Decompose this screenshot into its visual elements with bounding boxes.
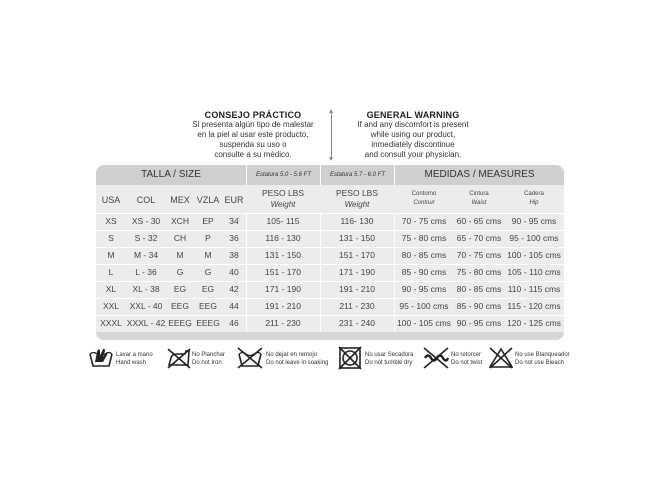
care-label-es: No dejar en remojo <box>266 352 318 358</box>
care-label-es: No Planchar <box>192 352 226 358</box>
cell-usa: L <box>108 267 114 277</box>
care-no-bleach <box>488 346 578 376</box>
waist-label-en: Waist <box>471 200 487 206</box>
care-no-tumble-dry <box>338 346 422 376</box>
cell-hip: 120 - 125 cms <box>507 318 561 328</box>
cell-vzla: EEG <box>199 301 217 311</box>
care-label-en: Do not Iron <box>192 360 222 366</box>
table-column-headers <box>96 185 564 213</box>
cell-mex: G <box>176 267 184 277</box>
cell-weight-2: 171 - 190 <box>339 267 375 277</box>
weight-label-en: Weight <box>270 200 296 209</box>
cell-col: XL - 38 <box>132 284 160 294</box>
cell-mex: M <box>176 250 184 260</box>
hand-wash-icon <box>88 346 114 370</box>
cell-waist: 75 - 80 cms <box>456 267 502 277</box>
warning-english <box>338 110 488 160</box>
cell-waist: 90 - 95 cms <box>456 318 502 328</box>
care-label-en: Do not leave in soaking <box>266 360 329 366</box>
warning-line: while using our product, <box>370 130 456 139</box>
cell-mex: EEEG <box>168 318 192 328</box>
cell-col: M - 34 <box>133 250 159 260</box>
care-no-soak <box>236 346 336 376</box>
warning-line: and consult your physician. <box>364 150 462 159</box>
cell-contour: 80 - 85 cms <box>401 250 447 260</box>
cell-waist: 80 - 85 cms <box>456 284 502 294</box>
cell-col: XXXL - 42 <box>126 318 166 328</box>
cell-eur: 46 <box>229 318 239 328</box>
col-header-weight-2 <box>320 188 394 210</box>
cell-waist: 85 - 90 cms <box>456 301 502 311</box>
cell-weight-1: 131 - 150 <box>265 250 301 260</box>
header-medidas-measures: MEDIDAS / MEASURES <box>424 169 535 180</box>
cell-weight-2: 191 - 210 <box>339 284 375 294</box>
cell-eur: 36 <box>229 233 239 243</box>
warning-line: consulte a su médico. <box>214 150 292 159</box>
cell-weight-1: 151 - 170 <box>265 267 301 277</box>
table-row <box>96 213 564 230</box>
warning-title-en: GENERAL WARNING <box>366 110 460 120</box>
care-hand-wash <box>88 346 166 376</box>
cell-weight-2: 231 - 240 <box>339 318 375 328</box>
cell-eur: 38 <box>229 250 239 260</box>
cell-contour: 95 - 100 cms <box>399 301 449 311</box>
cell-vzla: G <box>204 267 212 277</box>
care-label-en: Do not twist <box>451 360 483 366</box>
cell-hip: 105 - 110 cms <box>507 267 561 277</box>
cell-weight-2: 211 - 230 <box>339 301 375 311</box>
no-bleach-icon <box>488 346 514 370</box>
cell-weight-1: 191 - 210 <box>265 301 301 311</box>
no-tumble-dry-icon <box>338 346 362 370</box>
table-row <box>96 315 564 332</box>
care-label-en: Do not use Bleach <box>515 360 565 366</box>
cell-weight-2: 131 - 150 <box>339 233 375 243</box>
cell-col: L - 36 <box>135 267 157 277</box>
cell-weight-2: 116- 130 <box>340 216 374 226</box>
cell-usa: XXXL <box>100 318 122 328</box>
weight-label: PESO LBS <box>261 188 305 198</box>
cell-mex: XCH <box>171 216 189 226</box>
cell-hip: 95 - 100 cms <box>509 233 559 243</box>
cell-hip: 115 - 120 cms <box>507 301 561 311</box>
table-row <box>96 247 564 264</box>
cell-usa: XL <box>105 284 117 294</box>
col-header-usa: USA <box>101 195 121 205</box>
cell-usa: M <box>107 250 115 260</box>
table-header-band <box>96 165 564 185</box>
hip-label-en: Hip <box>529 200 539 206</box>
col-header-waist <box>454 190 504 208</box>
warning-spanish <box>178 110 328 160</box>
no-wring-icon <box>422 346 450 370</box>
cell-mex: EG <box>173 284 187 294</box>
cell-contour: 75 - 80 cms <box>401 233 447 243</box>
care-label-es: No use Blanqueador <box>515 352 570 358</box>
cell-eur: 42 <box>229 284 239 294</box>
cell-weight-1: 171 - 190 <box>265 284 301 294</box>
waist-label: Cintura <box>469 191 489 197</box>
cell-usa: XS <box>105 216 117 226</box>
header-talla-size: TALLA / SIZE <box>141 169 201 180</box>
cell-usa: S <box>108 233 114 243</box>
care-no-iron <box>166 346 236 376</box>
cell-col: XS - 30 <box>131 216 161 226</box>
cell-vzla: EG <box>201 284 215 294</box>
contour-label-en: Contour <box>413 200 435 206</box>
care-label-en: Do not tumble dry <box>365 360 413 366</box>
cell-hip: 100 - 105 cms <box>507 250 561 260</box>
col-header-weight-1 <box>246 188 320 210</box>
care-label-es: No usar Secadora <box>365 352 414 358</box>
cell-col: XXL - 40 <box>129 301 163 311</box>
col-header-vzla: VZLA <box>196 195 220 205</box>
care-label-es: No retorcer <box>451 352 482 358</box>
cell-mex: EEG <box>171 301 189 311</box>
cell-eur: 34 <box>229 216 239 226</box>
cell-vzla: EP <box>202 216 214 226</box>
care-label-en: Hand wash <box>116 360 147 366</box>
cell-waist: 70 - 75 cms <box>456 250 502 260</box>
col-header-mex: MEX <box>170 195 190 205</box>
no-iron-icon <box>166 346 192 370</box>
cell-weight-1: 211 - 230 <box>265 318 301 328</box>
header-estatura-short: Estatura 5.0 - 5.6 FT <box>255 172 312 178</box>
table-row <box>96 264 564 281</box>
table-row <box>96 230 564 247</box>
contour-label: Contorno <box>411 191 437 197</box>
cell-weight-2: 151 - 170 <box>339 250 375 260</box>
col-header-hip <box>504 190 564 208</box>
table-row <box>96 281 564 298</box>
cell-vzla: M <box>204 250 212 260</box>
cell-eur: 40 <box>229 267 239 277</box>
care-no-wring <box>422 346 486 376</box>
cell-col: S - 32 <box>134 233 158 243</box>
cell-hip: 90 - 95 cms <box>511 216 557 226</box>
table-row <box>96 298 564 315</box>
cell-vzla: P <box>205 233 211 243</box>
care-label-es: Lavar a mano <box>116 352 153 358</box>
cell-contour: 85 - 90 cms <box>401 267 447 277</box>
hip-label: Cadera <box>524 191 544 197</box>
cell-contour: 90 - 95 cms <box>401 284 447 294</box>
weight-label-en: Weight <box>344 200 370 209</box>
double-arrow-divider <box>331 112 332 158</box>
warning-title-es: CONSEJO PRÁCTICO <box>204 110 302 120</box>
col-header-eur: EUR <box>224 195 244 205</box>
cell-eur: 44 <box>229 301 239 311</box>
cell-waist: 60 - 65 cms <box>456 216 502 226</box>
table-footer-band <box>96 332 564 340</box>
warning-line: inmediately discontinue <box>371 140 455 149</box>
cell-vzla: EEEG <box>196 318 220 328</box>
size-table <box>96 165 564 340</box>
cell-contour: 70 - 75 cms <box>401 216 447 226</box>
cell-weight-1: 105- 115 <box>266 216 300 226</box>
cell-usa: XXL <box>102 301 120 311</box>
warning-line: suspenda su uso o <box>219 140 287 149</box>
header-estatura-tall: Estatura 5.7 - 6.0 FT <box>329 172 386 178</box>
cell-weight-1: 116 - 130 <box>265 233 301 243</box>
cell-hip: 110 - 115 cms <box>507 284 561 294</box>
weight-label: PESO LBS <box>335 188 379 198</box>
col-header-contour <box>394 190 454 208</box>
warning-line: en la piel al usar este producto, <box>197 130 309 139</box>
cell-contour: 100 - 105 cms <box>397 318 451 328</box>
warning-line: Si presenta algún tipo de malestar <box>192 120 314 129</box>
warning-line: If and any discomfort is present <box>357 120 469 129</box>
cell-waist: 65 - 70 cms <box>456 233 502 243</box>
cell-mex: CH <box>173 233 187 243</box>
no-soak-icon <box>236 346 264 370</box>
col-header-col: COL <box>136 195 156 205</box>
